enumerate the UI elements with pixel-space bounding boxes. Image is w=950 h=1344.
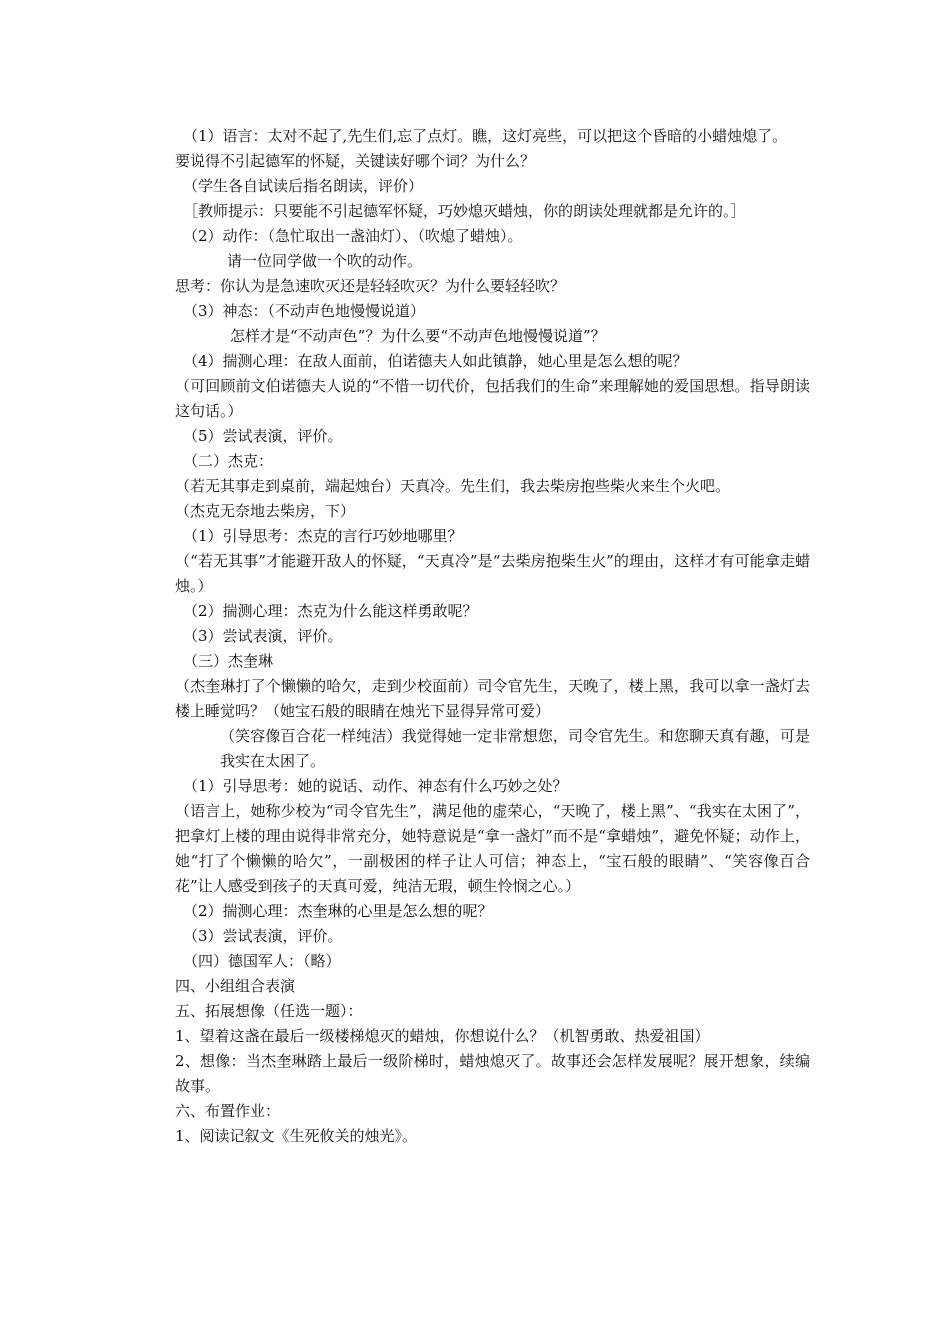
paragraph: （语言上，她称少校为“司令官先生”，满足他的虚荣心，“天晚了，楼上黑”、“我实在太困了”，把拿灯上楼的理由说得非常充分，她特意说是“拿一盏灯”而不是“拿蜡烛”，避免怀疑；动作上，她“打了个懒懒的哈欠”，一副极困的样子让人可信；神态上，“宝石般的眼睛”、“笑容像百合花”让人感受到孩子的天真可爱，纯洁无瑕，顿生怜悯之心。） xyxy=(175,802,810,895)
paragraph: 1、阅读记叙文《生死攸关的烛光》。 xyxy=(175,1127,418,1145)
paragraph: ［教师提示：只要能不引起德军怀疑，巧妙熄灭蜡烛，你的朗读处理就都是允许的。］ xyxy=(183,202,746,220)
paragraph: 四、小组组合表演 xyxy=(175,977,296,995)
paragraph: 六、布置作业： xyxy=(175,1102,281,1120)
paragraph: 1、望着这盏在最后一级楼梯熄灭的蜡烛，你想说什么？（机智勇敢、热爱祖国） xyxy=(175,1027,710,1045)
paragraph: （杰奎琳打了个懒懒的哈欠，走到少校面前）司令官先生，天晚了，楼上黑，我可以拿一盏灯去楼上睡觉吗？（她宝石般的眼睛在烛光下显得异常可爱） xyxy=(175,677,810,720)
paragraph: （1）引导思考：杰克的言行巧妙地哪里？ xyxy=(183,527,463,545)
paragraph: （“若无其事”才能避开敌人的怀疑，“天真冷”是“去柴房抱柴生火”的理由，这样才有可能拿走蜡烛。） xyxy=(175,552,810,595)
paragraph: （3）尝试表演，评价。 xyxy=(183,927,343,945)
paragraph: 2、想像：当杰奎琳踏上最后一级阶梯时，蜡烛熄灭了。故事还会怎样发展呢？展开想象，续编故事。 xyxy=(175,1052,810,1095)
paragraph: （2）揣测心理：杰奎琳的心里是怎么想的呢？ xyxy=(183,902,493,920)
paragraph: （若无其事走到桌前，端起烛台）天真冷。先生们，我去柴房抱些柴火来生个火吧。 xyxy=(175,477,731,495)
paragraph: （2）动作：（急忙取出一盏油灯）、（吹熄了蜡烛）。 xyxy=(183,227,523,245)
paragraph: 怎样才是“不动声色”？为什么要“不动声色地慢慢说道”？ xyxy=(230,327,606,345)
document-page xyxy=(145,124,810,1149)
paragraph: （3）尝试表演，评价。 xyxy=(183,627,343,645)
paragraph: （1）语言：太对不起了,先生们,忘了点灯。瞧，这灯亮些，可以把这个昏暗的小蜡烛熄了。 xyxy=(183,127,788,145)
paragraph: （1）引导思考：她的说话、动作、神态有什么巧妙之处？ xyxy=(183,777,568,795)
paragraph: （4）揣测心理：在敌人面前，伯诺德夫人如此镇静，她心里是怎么想的呢？ xyxy=(183,352,688,370)
paragraph: （5）尝试表演，评价。 xyxy=(183,427,343,445)
paragraph: （二）杰克： xyxy=(183,452,274,470)
paragraph: （3）神态：（不动声色地慢慢说道） xyxy=(183,302,426,320)
paragraph: （2）揣测心理：杰克为什么能这样勇敢呢？ xyxy=(183,602,478,620)
paragraph: （学生各自试读后指名朗读，评价） xyxy=(183,177,424,195)
paragraph: （笑容像百合花一样纯洁）我觉得她一定非常想您，司令官先生。和您聊天真有趣，可是我实在太困了。 xyxy=(220,727,810,770)
paragraph: 思考：你认为是急速吹灭还是轻轻吹灭？为什么要轻轻吹？ xyxy=(175,277,566,295)
paragraph: （四）德国军人：（略） xyxy=(183,952,341,970)
paragraph: 要说得不引起德军的怀疑，关键读好哪个词？为什么？ xyxy=(175,152,536,170)
paragraph: 五、拓展想像（任选一题）： xyxy=(175,1002,363,1020)
paragraph: （杰克无奈地去柴房，下） xyxy=(175,502,356,520)
paragraph: （三）杰奎琳 xyxy=(183,652,274,670)
paragraph: （可回顾前文伯诺德夫人说的“不惜一切代价，包括我们的生命”来理解她的爱国思想。指导朗读这句话。） xyxy=(175,377,810,420)
paragraph: 请一位同学做一个吹的动作。 xyxy=(227,252,423,270)
